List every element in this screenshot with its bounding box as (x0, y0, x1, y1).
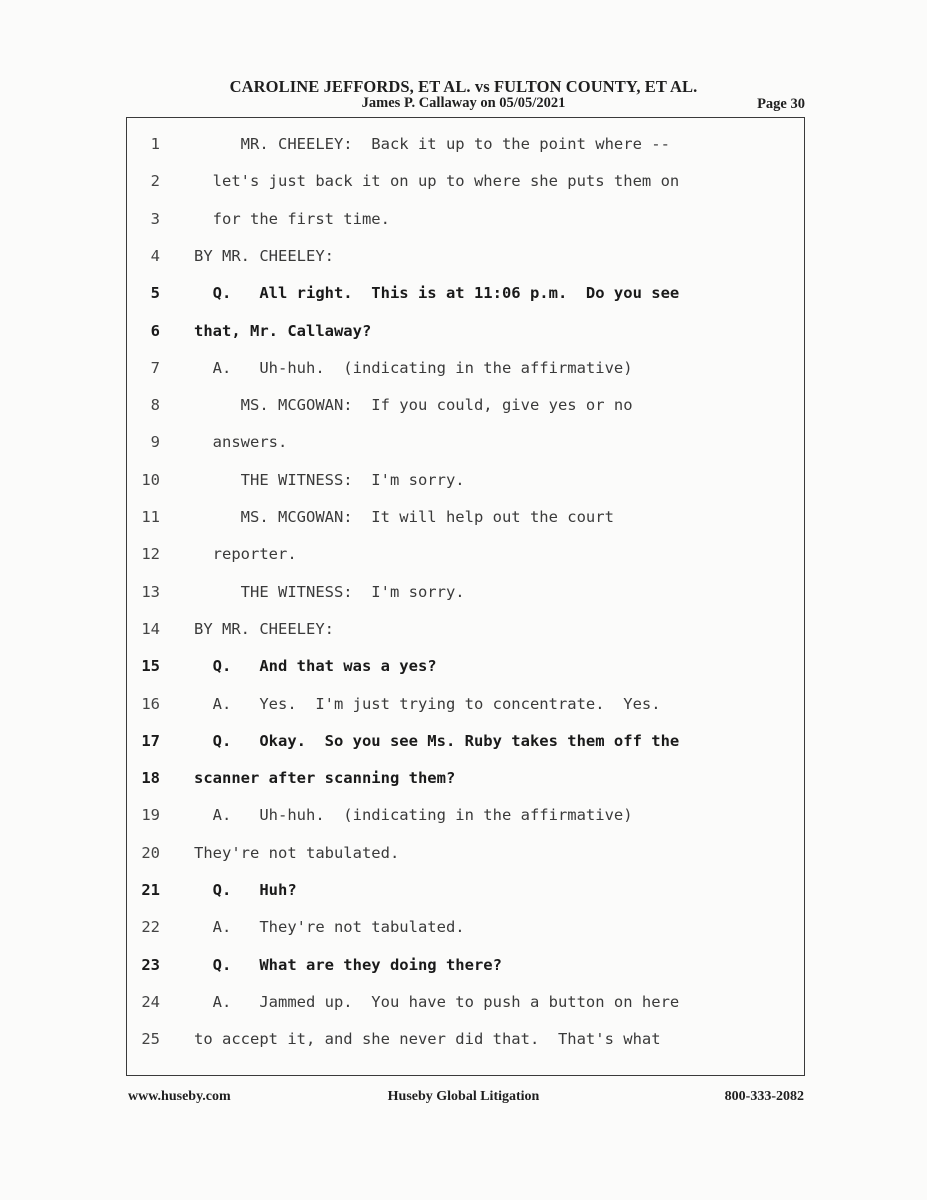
line-number: 6 (150, 321, 160, 340)
line-number: 23 (141, 955, 160, 974)
line-text: Q. And that was a yes? (194, 657, 437, 676)
line-number: 12 (141, 545, 160, 564)
line-number: 21 (141, 881, 160, 899)
line-text: that, Mr. Callaway? (194, 321, 372, 340)
line-number: 20 (141, 843, 160, 862)
line-text: MR. CHEELEY: Back it up to the point where -- (194, 135, 670, 153)
line-text: A. Uh-huh. (indicating in the affirmative) (194, 358, 633, 377)
transcript-line (127, 276, 806, 310)
transcript-line (127, 537, 806, 571)
line-number: 14 (141, 619, 160, 638)
transcript-line (127, 873, 806, 907)
line-text: A. Yes. I'm just trying to concentrate. Yes. (194, 694, 661, 713)
transcript-line (127, 239, 806, 273)
line-text: THE WITNESS: I'm sorry. (194, 582, 465, 601)
line-number: 25 (141, 1030, 160, 1049)
page-number: Page 30 (757, 96, 805, 112)
line-text: BY MR. CHEELEY: (194, 619, 334, 638)
transcript-line (127, 724, 806, 758)
transcript-line (127, 948, 806, 982)
line-text: Q. What are they doing there? (194, 955, 502, 974)
case-title: CAROLINE JEFFORDS, ET AL. vs FULTON COUNTY, ET AL. (229, 77, 698, 96)
transcript-line (127, 388, 806, 422)
line-number: 1 (150, 135, 160, 153)
footer-company: Huseby Global Litigation (387, 1089, 540, 1104)
transcript-line (127, 1022, 806, 1056)
transcript-line (127, 202, 806, 236)
transcript-line (127, 836, 806, 870)
line-text: MS. MCGOWAN: It will help out the court (194, 508, 614, 526)
transcript-frame (126, 117, 805, 1076)
transcript-line (127, 164, 806, 198)
line-text: A. They're not tabulated. (194, 918, 465, 937)
transcript-line (127, 687, 806, 721)
line-text: MS. MCGOWAN: If you could, give yes or no (194, 396, 633, 415)
transcript-line (127, 127, 806, 161)
line-number: 11 (141, 508, 160, 526)
line-number: 16 (141, 694, 160, 713)
line-text: A. Uh-huh. (indicating in the affirmative) (194, 806, 633, 825)
transcript-line (127, 985, 806, 1019)
footer-phone: 800-333-2082 (724, 1089, 804, 1104)
transcript-line (127, 761, 806, 795)
line-text: Q. Huh? (194, 881, 297, 899)
transcript-line (127, 351, 806, 385)
line-number: 18 (141, 769, 160, 788)
line-number: 13 (141, 582, 160, 601)
line-text: A. Jammed up. You have to push a button on here (194, 992, 680, 1011)
transcript-line (127, 463, 806, 497)
transcript-line (127, 425, 806, 459)
line-text: let's just back it on up to where she puts them on (194, 172, 680, 191)
line-number: 17 (141, 731, 160, 750)
line-text: BY MR. CHEELEY: (194, 246, 334, 265)
line-number: 2 (150, 172, 160, 191)
line-number: 24 (141, 992, 160, 1011)
transcript-line (127, 612, 806, 646)
line-text: Q. All right. This is at 11:06 p.m. Do you see (194, 284, 680, 303)
line-number: 15 (141, 657, 160, 676)
line-number: 10 (141, 470, 160, 489)
line-number: 5 (150, 284, 160, 303)
line-number: 19 (141, 806, 160, 825)
line-text: answers. (194, 433, 288, 452)
transcript-line (127, 798, 806, 832)
transcript-line (127, 314, 806, 348)
transcript-line (127, 500, 806, 534)
line-text: to accept it, and she never did that. That's what (194, 1030, 661, 1049)
transcript-line (127, 910, 806, 944)
deponent-date: James P. Callaway on 05/05/2021 (361, 95, 566, 111)
transcript-line (127, 575, 806, 609)
line-number: 7 (150, 358, 160, 377)
footer-website: www.huseby.com (128, 1089, 231, 1104)
line-number: 9 (150, 433, 160, 452)
line-text: Q. Okay. So you see Ms. Ruby takes them off the (194, 731, 680, 750)
line-number: 3 (150, 209, 160, 228)
line-text: They're not tabulated. (194, 843, 400, 862)
line-number: 8 (150, 396, 160, 415)
line-number: 4 (150, 246, 160, 265)
transcript-line (127, 649, 806, 683)
line-number: 22 (141, 918, 160, 937)
line-text: THE WITNESS: I'm sorry. (194, 470, 465, 489)
line-text: scanner after scanning them? (194, 769, 456, 788)
line-text: for the first time. (194, 209, 390, 228)
line-text: reporter. (194, 545, 297, 564)
